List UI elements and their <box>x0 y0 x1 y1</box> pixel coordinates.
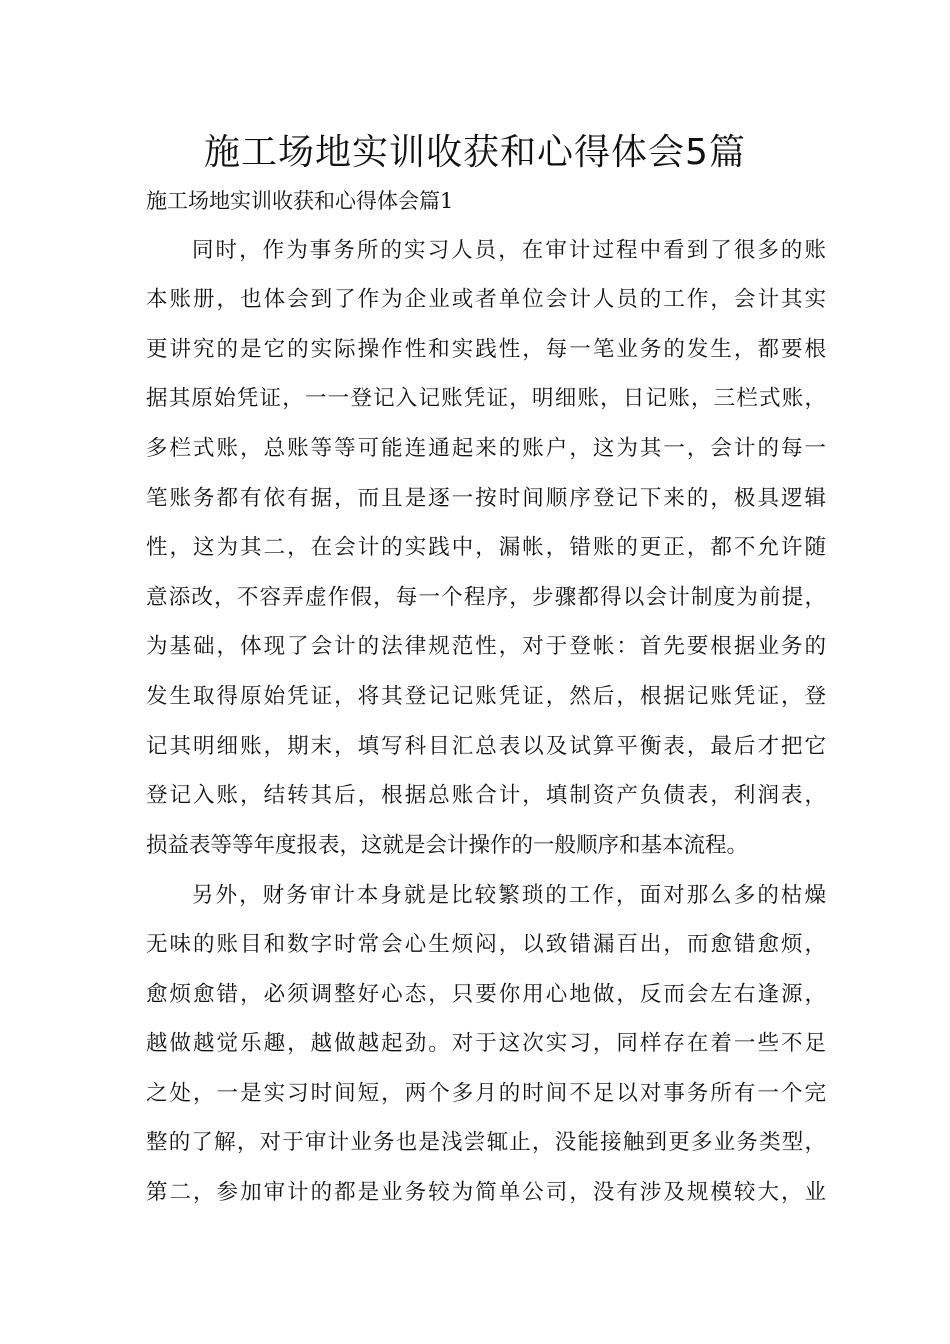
paragraph-1-line: 同时，作为事务所的实习人员，在审计过程中看到了很多的账 <box>192 238 826 263</box>
paragraph-2-line: 越做越觉乐趣，越做越起劲。对于这次实习，同样存在着一些不足 <box>146 1031 826 1056</box>
paragraph-2-line: 愈烦愈错，必须调整好心态，只要你用心地做，反而会左右逢源， <box>146 982 826 1007</box>
paragraph-1-line: 发生取得原始凭证，将其登记记账凭证，然后，根据记账凭证，登 <box>146 684 826 709</box>
paragraph-2-line: 整的了解，对于审计业务也是浅尝辄止，没能接触到更多业务类型， <box>146 1130 826 1155</box>
paragraph-1-line: 笔账务都有依有据，而且是逐一按时间顺序登记下来的，极具逻辑 <box>146 486 826 511</box>
paragraph-1-line: 登记入账，结转其后，根据总账合计，填制资产负债表，利润表， <box>146 783 826 808</box>
paragraph-1-line: 损益表等等年度报表，这就是会计操作的一般顺序和基本流程。 <box>146 833 749 858</box>
section-heading: 施工场地实训收获和心得体会篇1 <box>146 189 454 213</box>
document-title: 施工场地实训收获和心得体会5篇 <box>204 132 746 173</box>
paragraph-1-line: 意添改，不容弄虚作假，每一个程序，步骤都得以会计制度为前提， <box>146 585 826 610</box>
paragraph-2-line: 另外，财务审计本身就是比较繁琐的工作，面对那么多的枯燥 <box>192 883 826 908</box>
paragraph-1-line: 更讲究的是它的实际操作性和实践性，每一笔业务的发生，都要根 <box>146 337 826 362</box>
paragraph-2-line: 无味的账目和数字时常会心生烦闷，以致错漏百出，而愈错愈烦， <box>146 932 826 957</box>
paragraph-1-line: 记其明细账，期末，填写科目汇总表以及试算平衡表，最后才把它 <box>146 734 826 759</box>
paragraph-1-line: 为基础，体现了会计的法律规范性，对于登帐：首先要根据业务的 <box>146 634 826 659</box>
paragraph-1-line: 本账册，也体会到了作为企业或者单位会计人员的工作，会计其实 <box>146 287 826 312</box>
paragraph-1-line: 据其原始凭证，一一登记入记账凭证，明细账，日记账，三栏式账， <box>146 386 826 411</box>
paragraph-2-line: 之处，一是实习时间短，两个多月的时间不足以对事务所有一个完 <box>146 1081 826 1106</box>
paragraph-2-line: 第二，参加审计的都是业务较为简单公司，没有涉及规模较大，业 <box>146 1180 826 1205</box>
paragraph-1-line: 多栏式账，总账等等可能连通起来的账户，这为其一，会计的每一 <box>146 436 826 461</box>
paragraph-1-line: 性，这为其二，在会计的实践中，漏帐，错账的更正，都不允许随 <box>146 535 826 560</box>
